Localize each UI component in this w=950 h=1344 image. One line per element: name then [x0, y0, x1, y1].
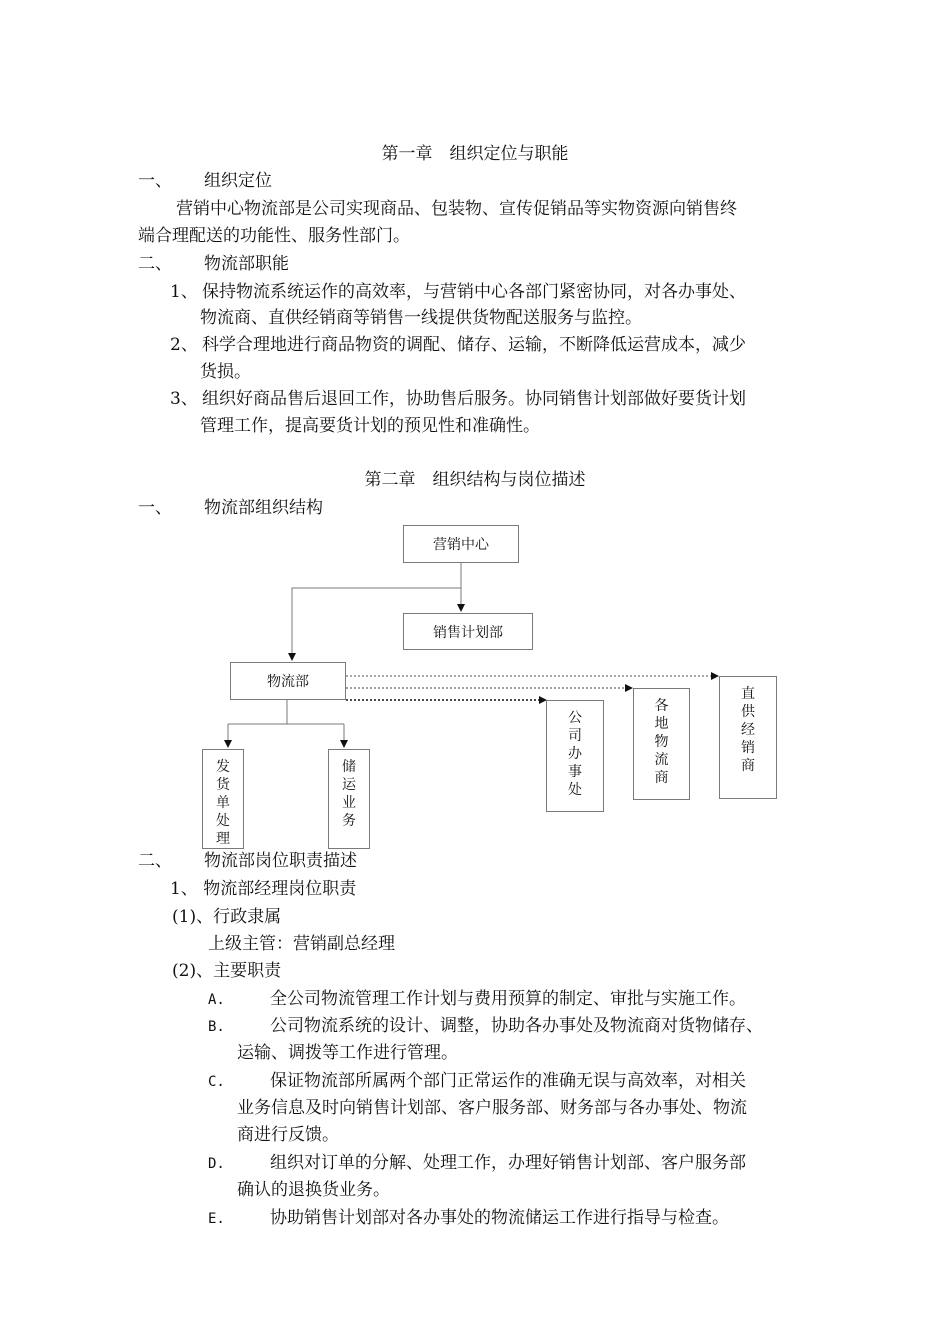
section-heading: 二、 物流部岗位职责描述: [138, 851, 357, 871]
org-node-storage: 储运业务: [328, 749, 370, 849]
chapter2-title: 第二章 组织结构与岗位描述: [364, 470, 586, 490]
duty-item: A. 全公司物流管理工作计划与费用预算的制定、审批与实施工作。: [208, 989, 746, 1009]
org-node-office: 公司办事处: [546, 700, 604, 812]
org-node-dispatch: 发货单处理: [202, 749, 244, 849]
subsection-heading: 1、 物流部经理岗位职责: [170, 879, 357, 899]
supervisor-line: 上级主管：营销副总经理: [208, 934, 395, 954]
list-item-cont: 管理工作，提高要货计划的预见性和准确性。: [200, 416, 540, 436]
subsection-label: (1)、行政隶属: [172, 907, 282, 927]
paragraph-line: 端合理配送的功能性、服务性部门。: [138, 226, 410, 246]
chapter1-title: 第一章 组织定位与职能: [381, 144, 569, 164]
duty-item-cont: 确认的退换货业务。: [237, 1180, 390, 1200]
org-node-logistics-providers: 各地物流商: [633, 688, 690, 800]
list-item: 2、 科学合理地进行商品物资的调配、储存、运输，不断降低运营成本，减少: [170, 335, 746, 355]
duty-item: E. 协助销售计划部对各办事处的物流储运工作进行指导与检查。: [208, 1208, 729, 1228]
duty-item: B. 公司物流系统的设计、调整，协助各办事处及物流商对货物储存、: [208, 1016, 763, 1036]
section-heading: 一、 物流部组织结构: [138, 498, 323, 518]
org-node-direct-dealers: 直供经销商: [719, 676, 777, 799]
org-node-sales-planning: 销售计划部: [403, 613, 533, 650]
org-node-marketing-center: 营销中心: [403, 525, 519, 563]
paragraph-line: 营销中心物流部是公司实现商品、包装物、宣传促销品等实物资源向销售终: [176, 199, 737, 219]
subsection-label: (2)、主要职责: [172, 961, 282, 981]
duty-item-cont: 运输、调拨等工作进行管理。: [237, 1043, 458, 1063]
duty-item: C. 保证物流部所属两个部门正常运作的准确无误与高效率，对相关: [208, 1071, 746, 1091]
list-item: 1、 保持物流系统运作的高效率，与营销中心各部门紧密协同，对各办事处、: [170, 282, 746, 302]
list-item-cont: 物流商、直供经销商等销售一线提供货物配送服务与监控。: [200, 308, 642, 328]
duty-item-cont: 业务信息及时向销售计划部、客户服务部、财务部与各办事处、物流: [237, 1098, 747, 1118]
list-item-cont: 货损。: [200, 362, 251, 382]
section-heading: 一、 组织定位: [138, 171, 272, 191]
section-heading: 二、 物流部职能: [138, 254, 289, 274]
list-item: 3、 组织好商品售后退回工作，协助售后服务。协同销售计划部做好要货计划: [170, 389, 746, 409]
duty-item: D. 组织对订单的分解、处理工作，办理好销售计划部、客户服务部: [208, 1153, 746, 1173]
duty-item-cont: 商进行反馈。: [237, 1125, 339, 1145]
org-node-logistics: 物流部: [230, 662, 346, 700]
